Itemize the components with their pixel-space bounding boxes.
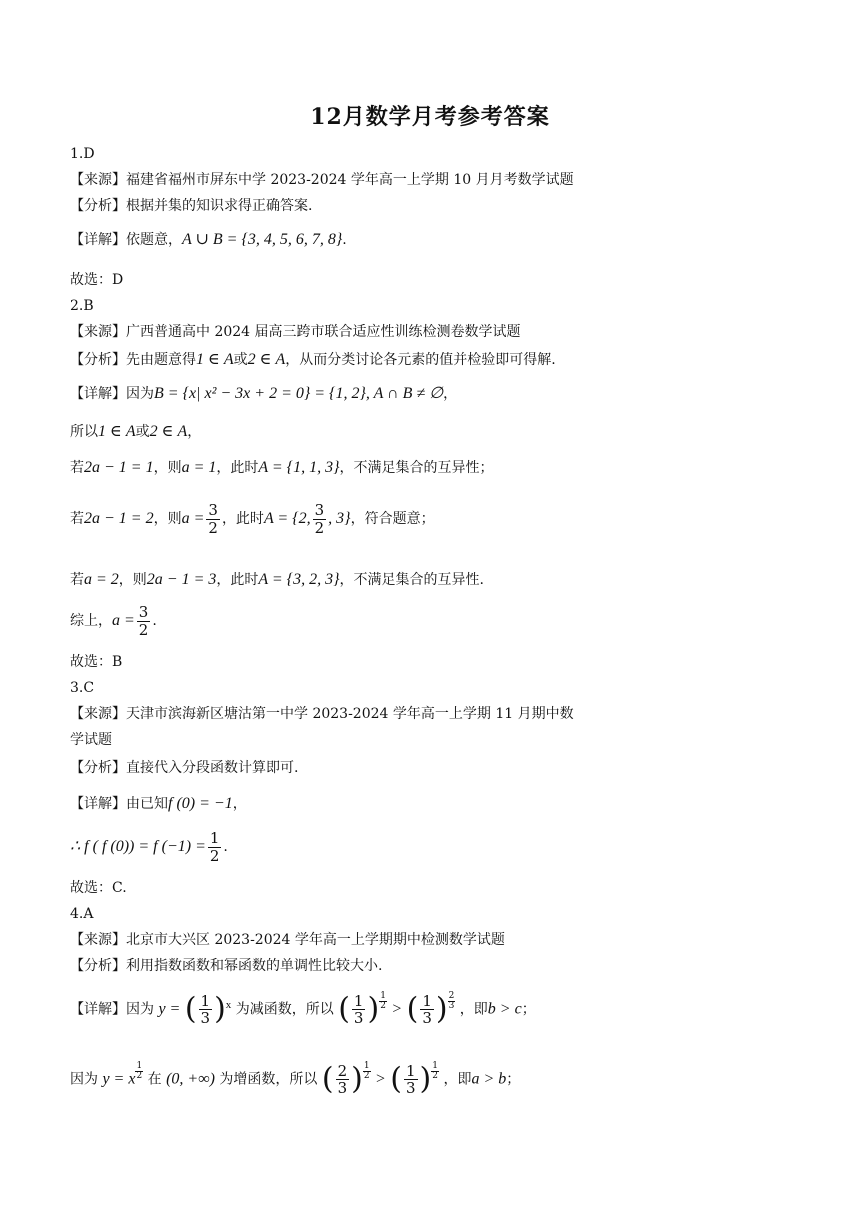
q2-case1-math-1: 2a − 1 = 1: [84, 459, 154, 476]
q2-case2-math-3b: , 3}: [328, 510, 351, 527]
q2-case1-text-d: ，不满足集合的互异性；: [339, 460, 494, 476]
fraction-numerator: 1: [353, 991, 364, 1010]
left-paren: (: [321, 1061, 334, 1097]
q2-source: 【来源】广西普通高中 2024 届高三跨市联合适应性训练检测卷数学试题: [70, 324, 521, 340]
exponent-numerator: 1: [432, 1061, 438, 1071]
right-paren: ): [214, 991, 226, 1027]
q4-line2-mid: 为增函数，所以: [219, 1071, 318, 1088]
q2-so-math-2: 2 ∈ A: [149, 423, 188, 440]
fraction-denominator: 2: [138, 620, 149, 639]
right-paren: ): [419, 1061, 432, 1097]
q2-case2-fraction-set: [313, 502, 327, 536]
q4-number: 4.A: [70, 906, 94, 922]
fraction-denominator: 2: [209, 846, 220, 865]
q3-detail-math: f (0) = −1: [168, 795, 233, 812]
fraction-numerator: 3: [208, 501, 218, 519]
right-paren: ): [367, 991, 380, 1027]
q3-therefore: [70, 830, 228, 864]
q4-detail-end: ；: [521, 1001, 536, 1018]
exponent-numerator: 1: [363, 1061, 370, 1071]
left-paren: (: [390, 1061, 402, 1097]
q2-case1-math-3: A = {1, 1, 3}: [258, 459, 340, 476]
fraction-denominator: 3: [200, 1009, 211, 1028]
q4-analysis: 【分析】利用指数函数和幂函数的单调性比较大小.: [70, 958, 383, 974]
q2-case3-text-b: ，则: [118, 572, 147, 588]
q3-source-line-2: 学试题: [70, 732, 112, 748]
q3-therefore-math: ∴ f ( f (0)) = f (−1) =: [70, 838, 206, 855]
q4-line2-relation: a > b: [471, 1070, 507, 1088]
q4-line2-in: 在: [147, 1071, 162, 1088]
q2-analysis: [70, 350, 556, 369]
q2-case2-text-c: ，此时: [221, 511, 264, 527]
page-title: 12月数学月考参考答案: [310, 104, 550, 130]
q4-line2-interval: (0, +∞): [166, 1070, 215, 1088]
q2-case2-text-a: 若: [70, 511, 84, 527]
q2-detail: [70, 384, 457, 403]
q2-summary-text: 综上，: [70, 613, 112, 629]
fraction-denominator: 3: [337, 1079, 348, 1098]
q4-fraction-a: [352, 993, 366, 1027]
q1-detail-end: .: [342, 232, 347, 248]
q2-case3-math-2: 2a − 1 = 3: [146, 571, 217, 588]
fraction-numerator: 3: [138, 603, 149, 621]
q2-case-1: [70, 458, 493, 477]
q2-so-math-1: 1 ∈ A: [98, 423, 136, 440]
q2-analysis-text-a: 【分析】先由题意得: [70, 352, 196, 368]
exponent-denominator: 2: [432, 1071, 438, 1081]
fraction-numerator: 3: [314, 501, 325, 519]
q4-greater-than: >: [391, 1000, 403, 1018]
q4-source: 【来源】北京市大兴区 2023-2024 学年高一上学期期中检测数学试题: [70, 932, 505, 948]
q2-number: 2.B: [70, 298, 94, 314]
q1-detail-math: A ∪ B = {3, 4, 5, 6, 7, 8}: [182, 231, 343, 248]
q4-fraction-d: [404, 1063, 418, 1097]
q1-source: 【来源】福建省福州市屏东中学 2023-2024 学年高一上学期 10 月月考数学试题: [70, 172, 574, 188]
q2-summary-end: .: [152, 613, 157, 629]
q1-detail-prefix: 【详解】依题意，: [70, 232, 182, 248]
q2-case2-math-1: 2a − 1 = 2: [84, 510, 154, 527]
q4-line2-y: y = x: [102, 1070, 136, 1088]
q2-case3-math-3: A = {3, 2, 3}: [258, 571, 340, 588]
q4-detail-prefix: 【详解】因为: [70, 1001, 154, 1018]
q2-case1-text-b: ，则: [153, 460, 182, 476]
q2-case3-text-a: 若: [70, 572, 84, 588]
q4-line2-prefix: 因为: [70, 1071, 98, 1088]
q2-case1-text-c: ，此时: [216, 460, 259, 476]
exponent-numerator: 1: [380, 991, 386, 1001]
exponent-denominator: 3: [448, 1001, 455, 1011]
q2-so-or: 或: [135, 424, 150, 440]
q4-exponent-x: x: [225, 999, 232, 1011]
q4-exponent-half: [379, 992, 387, 1011]
q3-source-line-1: 【来源】天津市滨海新区塘沽第一中学 2023-2024 学年高一上学期 11 月期中数: [70, 706, 574, 722]
q2-so: [70, 422, 201, 441]
q4-exponent-half-2: [363, 1062, 371, 1081]
q2-detail-end: ，: [443, 386, 458, 402]
exponent-numerator: 1: [136, 1061, 143, 1071]
q2-analysis-math-1: 1 ∈ A: [196, 351, 234, 368]
q2-case-3: [70, 570, 484, 589]
q2-case3-text-d: ，不满足集合的互异性.: [339, 572, 484, 588]
q4-line2-end: ；: [506, 1071, 521, 1088]
q4-detail-mid: 为减函数，所以: [235, 1001, 334, 1018]
q1-analysis: 【分析】根据并集的知识求得正确答案.: [70, 198, 313, 214]
fraction-denominator: 3: [406, 1079, 416, 1098]
q4-line-2: [70, 1062, 520, 1097]
fraction-numerator: 1: [422, 991, 432, 1010]
q4-detail-then: ，即: [459, 1001, 488, 1018]
q3-detail-end: ，: [232, 796, 247, 812]
q3-analysis: 【分析】直接代入分段函数计算即可.: [70, 760, 299, 776]
exponent-numerator: 2: [448, 991, 455, 1001]
q2-case1-text-a: 若: [70, 460, 84, 476]
q3-answer: 故选：C.: [70, 880, 127, 896]
q2-answer: 故选：B: [70, 654, 123, 670]
fraction-numerator: 2: [337, 1061, 348, 1080]
q4-base-fraction: [199, 993, 213, 1027]
fraction-numerator: 1: [406, 1061, 416, 1080]
q2-analysis-or: 或: [233, 352, 248, 368]
q2-case2-text-b: ，则: [153, 511, 182, 527]
fraction-denominator: 3: [422, 1009, 432, 1028]
q4-exponent-half-3: [431, 1062, 439, 1081]
q2-detail-prefix: 【详解】因为: [70, 386, 154, 402]
q2-so-end: ，: [187, 424, 202, 440]
q1-detail: [70, 230, 347, 249]
left-paren: (: [184, 991, 197, 1027]
fraction-denominator: 2: [314, 518, 325, 537]
q2-case2-math-2: a =: [181, 510, 205, 527]
q2-summary: [70, 604, 157, 638]
q3-detail: [70, 794, 247, 813]
q4-fraction-c: [336, 1063, 350, 1097]
q2-summary-fraction: [137, 604, 151, 638]
q4-detail: [70, 992, 536, 1027]
q2-case3-text-c: ，此时: [216, 572, 259, 588]
q2-case2-math-3a: A = {2,: [263, 510, 311, 527]
q2-case1-math-2: a = 1: [181, 459, 217, 476]
q3-therefore-end: .: [223, 839, 228, 855]
q2-analysis-math-2: 2 ∈ A: [247, 351, 286, 368]
q2-summary-math: a =: [112, 612, 135, 629]
q3-therefore-fraction: [208, 830, 222, 864]
left-paren: (: [406, 991, 419, 1027]
q3-number: 3.C: [70, 680, 95, 696]
q2-case2-text-d: ，符合题意；: [350, 511, 435, 527]
q1-number: 1.D: [70, 146, 95, 162]
q4-power-exponent-half: [135, 1062, 143, 1081]
q4-detail-relation: b > c: [487, 1000, 522, 1018]
q2-case-2: [70, 502, 435, 536]
q2-so-text: 所以: [70, 424, 98, 440]
fraction-denominator: 2: [208, 518, 218, 537]
fraction-numerator: 1: [209, 829, 220, 847]
q4-greater-than-2: >: [375, 1070, 386, 1088]
q4-detail-y: y =: [158, 1000, 181, 1018]
q2-case2-fraction-a: [206, 502, 220, 536]
q4-fraction-b: [420, 993, 434, 1027]
fraction-numerator: 1: [200, 991, 211, 1010]
q4-exponent-two-thirds: [448, 992, 456, 1011]
q3-detail-prefix: 【详解】由已知: [70, 796, 168, 812]
q2-analysis-text-b: ，从而分类讨论各元素的值并检验即可得解.: [285, 352, 556, 368]
exponent-denominator: 2: [136, 1071, 143, 1081]
fraction-denominator: 3: [353, 1009, 364, 1028]
right-paren: ): [435, 991, 448, 1027]
q2-case3-math-1: a = 2: [84, 571, 119, 588]
q4-line2-then: ，即: [443, 1071, 472, 1088]
q1-answer: 故选：D: [70, 272, 124, 288]
right-paren: ): [351, 1061, 363, 1097]
exponent-denominator: 2: [380, 1001, 386, 1011]
exponent-denominator: 2: [363, 1071, 370, 1081]
q2-detail-math: B = {x| x² − 3x + 2 = 0} = {1, 2}, A ∩ B ≠ ∅: [154, 385, 444, 402]
left-paren: (: [338, 991, 350, 1027]
